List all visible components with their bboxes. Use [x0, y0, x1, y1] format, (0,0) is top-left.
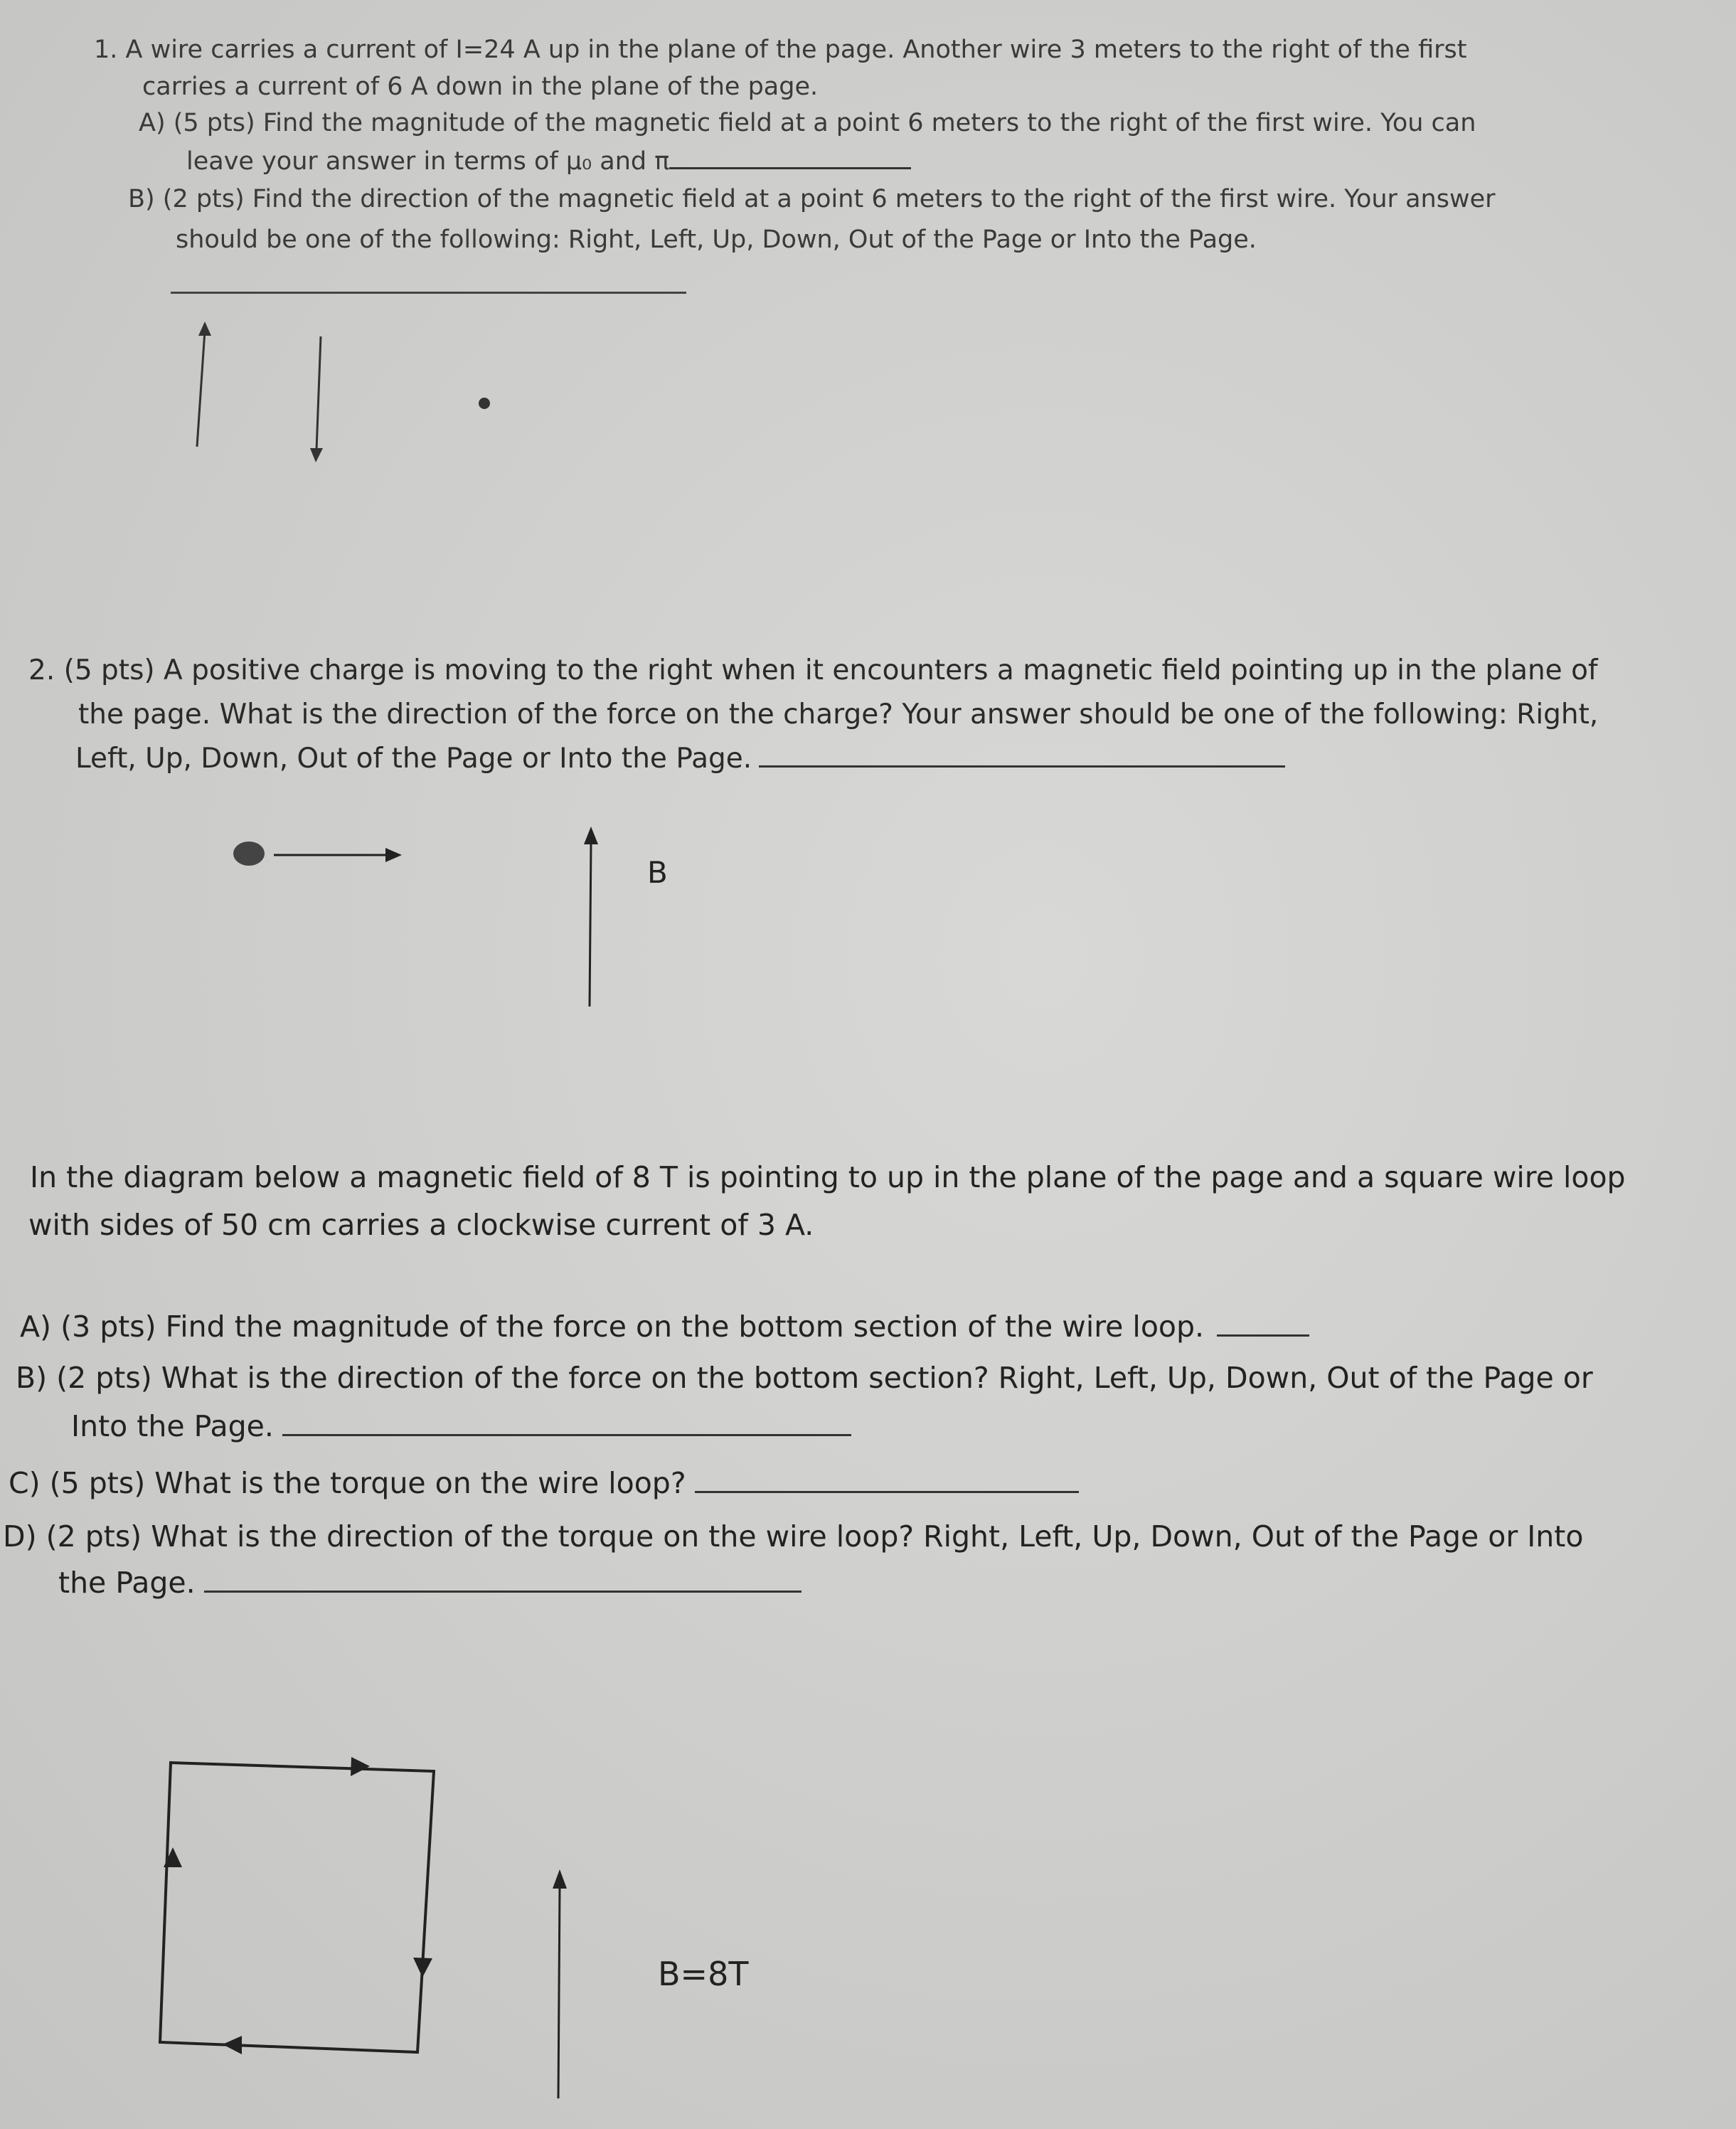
q3-part-b-line-2 [71, 1408, 851, 1444]
q3-part-b-text: Into the Page. [71, 1409, 274, 1443]
q1-line-2: carries a current of 6 A down in the plane of the page. [142, 73, 819, 101]
q2-line-3-text: Left, Up, Down, Out of the Page or Into the Page. [75, 743, 752, 775]
q3-part-b-answer-blank[interactable] [282, 1433, 851, 1436]
q1-part-b-line-1: B) (2 pts) Find the direction of the magnetic field at a point 6 meters to the right of the first wire. Your answer [128, 185, 1496, 213]
q2-line-1: 2. (5 pts) A positive charge is moving to the right when it encounters a magnetic field pointing up in the plane of [28, 654, 1598, 686]
q1-line-1: 1. A wire carries a current of I=24 A up in the plane of the page. Another wire 3 meters to the right of the first [94, 36, 1467, 64]
q3-part-d-line-2 [58, 1565, 802, 1600]
q1-part-a-text: leave your answer in terms of μ₀ and π [186, 147, 670, 176]
q3-part-a [20, 1309, 1309, 1344]
q2-field-label: B [647, 855, 668, 890]
q1-part-a-line-1: A) (5 pts) Find the magnitude of the magnetic field at a point 6 meters to the right of the first wire. You can [139, 109, 1476, 137]
field-point-dot [479, 398, 490, 409]
q3-part-c-answer-blank[interactable] [695, 1490, 1079, 1493]
loop-arrow-right-down [413, 1958, 432, 1977]
q3-part-c-text: C) (5 pts) What is the torque on the wire loop? [9, 1466, 686, 1500]
q3-intro-line-2: with sides of 50 cm carries a clockwise current of 3 A. [28, 1208, 814, 1242]
q3-part-d-text: the Page. [58, 1566, 196, 1600]
q3-part-c [9, 1465, 1079, 1501]
wire-2-arrow-down [310, 336, 323, 462]
q3-part-d-answer-blank[interactable] [204, 1590, 802, 1593]
wire-1-arrow-up [197, 322, 211, 447]
q1-part-b-line-2: should be one of the following: Right, Left, Up, Down, Out of the Page or Into the Page. [176, 225, 1257, 254]
q3-field-label: B=8T [658, 1955, 749, 1993]
q2-answer-blank[interactable] [759, 765, 1285, 768]
positive-charge-dot [233, 841, 265, 866]
velocity-arrow-right [274, 848, 402, 862]
q3-intro-line-1: In the diagram below a magnetic field of 8 T is pointing to up in the plane of the page and a square wire loop [30, 1160, 1626, 1194]
magnetic-field-arrow-up [584, 827, 598, 1007]
square-wire-loop [160, 1763, 434, 2052]
loop-arrow-bottom-left [223, 2036, 242, 2054]
q3-part-a-answer-blank[interactable] [1217, 1334, 1309, 1337]
q3-part-d-line-1: D) (2 pts) What is the direction of the torque on the wire loop? Right, Left, Up, Down, Out of the Page or Into [3, 1519, 1584, 1554]
q2-line-2: the page. What is the direction of the force on the charge? Your answer should be one of the following: Right, [78, 699, 1599, 731]
q3-loop-diagram [160, 1757, 567, 2098]
loop-arrow-top-right [351, 1757, 370, 1776]
q2-line-3 [75, 741, 1285, 777]
magnetic-field-arrow-up-b8t [553, 1869, 567, 2098]
q3-part-a-text: A) (3 pts) Find the magnitude of the force on the bottom section of the wire loop. [20, 1310, 1205, 1344]
q2-charge-diagram [233, 827, 598, 1007]
q3-part-b-line-1: B) (2 pts) What is the direction of the force on the bottom section? Right, Left, Up, Down, Out of the Page or [16, 1361, 1593, 1395]
